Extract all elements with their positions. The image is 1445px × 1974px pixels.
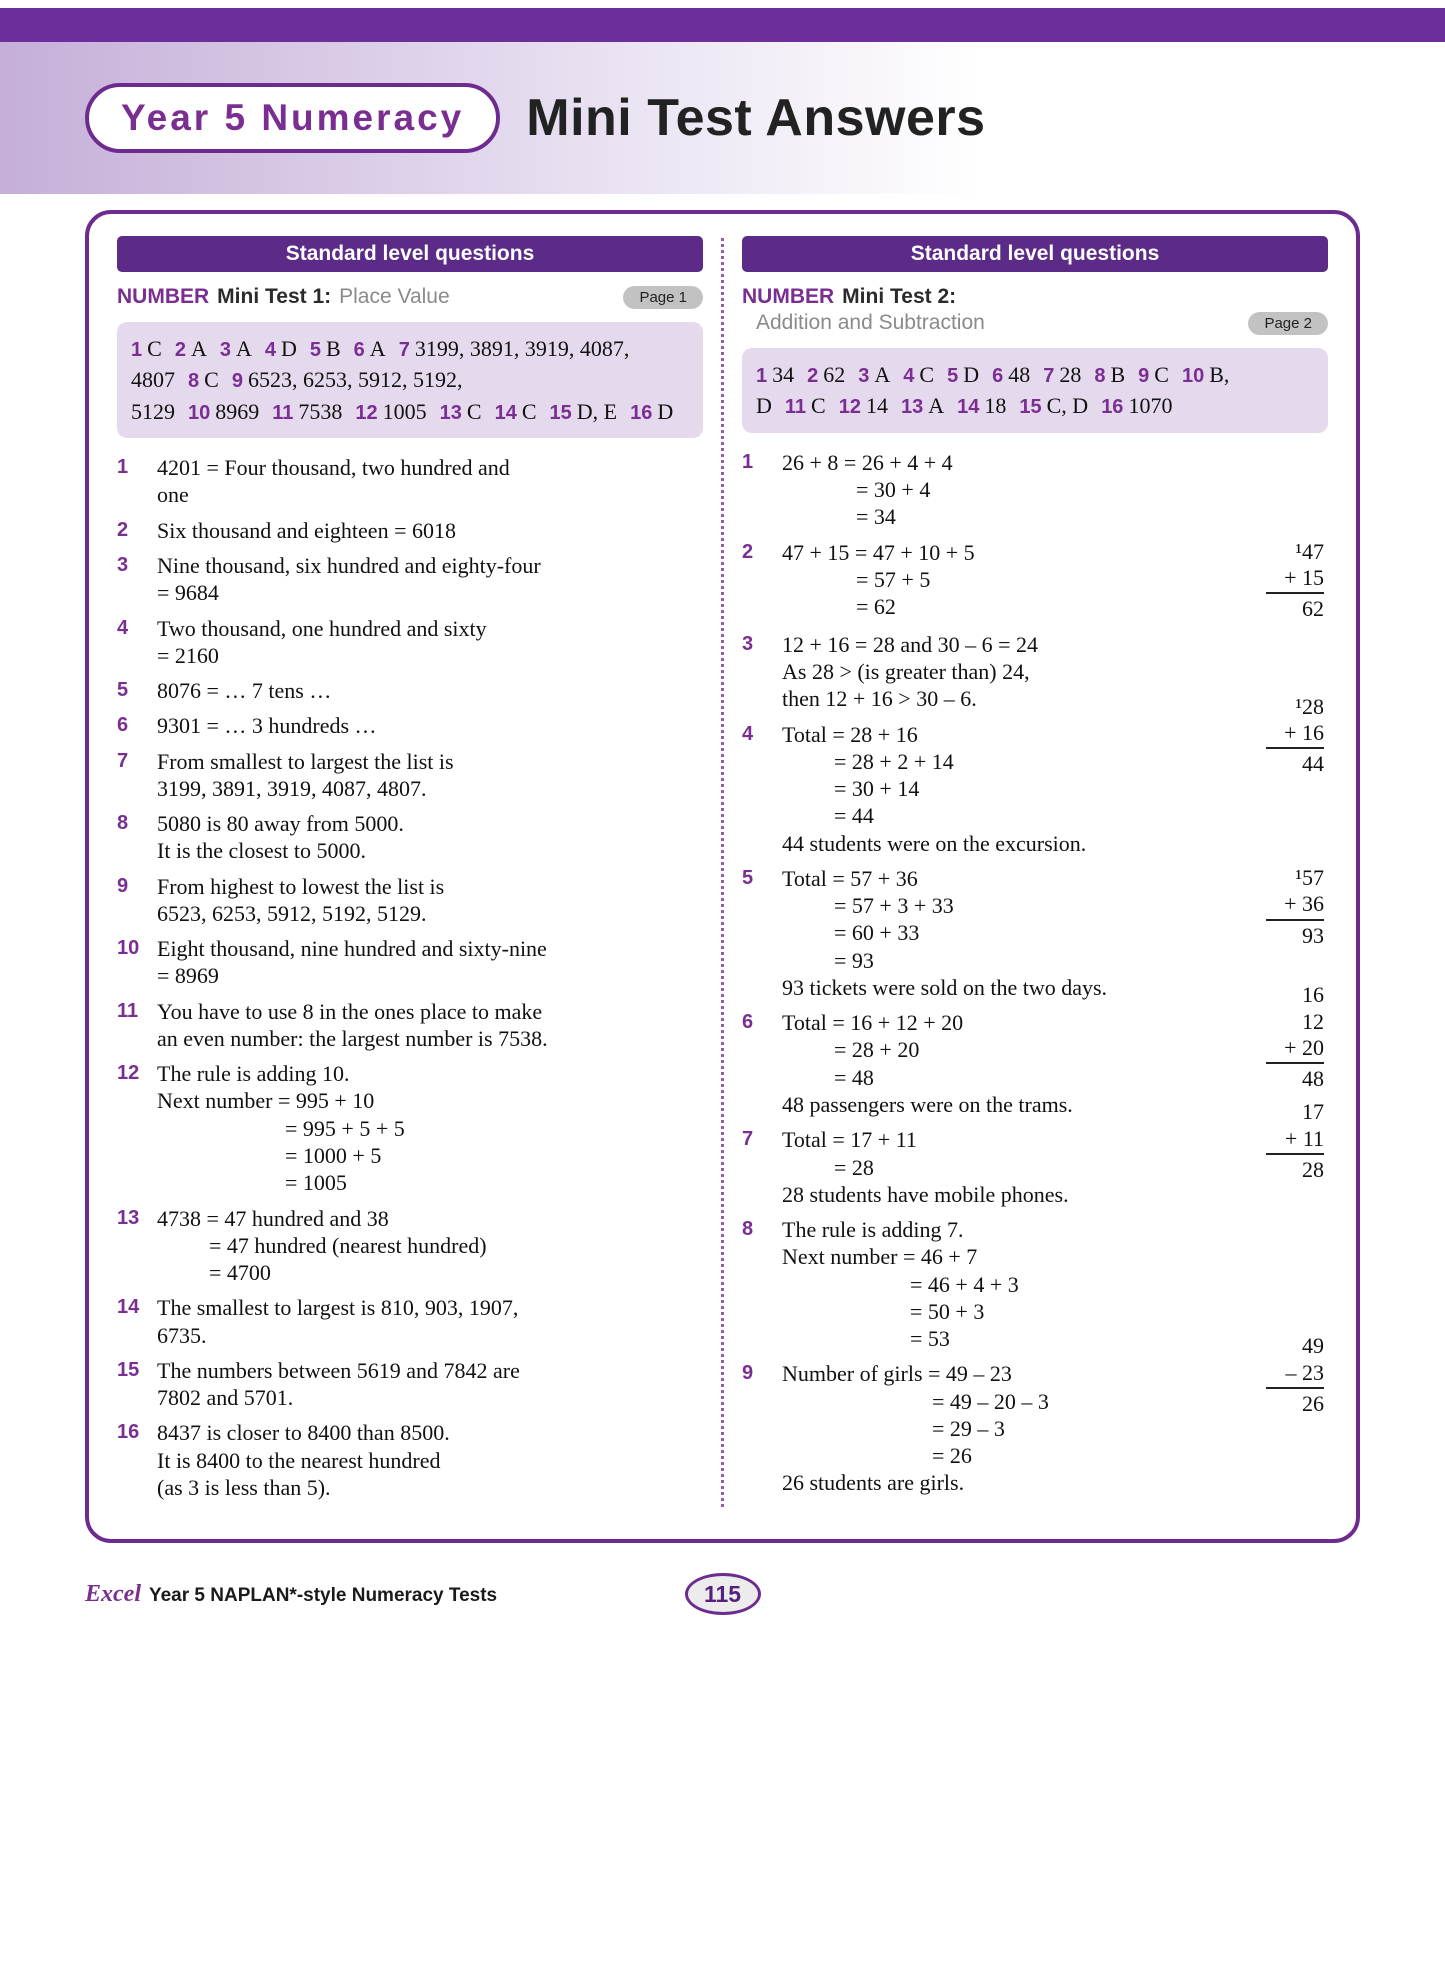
question-number: 9 [742,1362,754,1385]
worked-answers-list [742,449,1328,1497]
answer-line: = 1005 [285,1170,347,1196]
answer-line: one [157,482,189,508]
question-number: 5 [742,866,754,889]
answer-item [117,1419,703,1501]
answer-key-value: A [369,336,386,361]
question-number: 7 [742,1128,754,1151]
answer-line: = 28 + 2 + 14 [834,748,954,774]
top-accent-bar [0,8,1445,42]
answer-key-value: C [919,362,935,387]
answer-line: Number of girls = 49 – 23 [782,1361,1012,1387]
question-number: 15 [117,1358,140,1381]
answer-line: = 60 + 33 [834,920,920,946]
column-calculation [1266,865,1324,949]
calc-result: 93 [1302,922,1324,948]
answer-line: = 50 + 3 [910,1298,985,1324]
test-title-row [117,285,703,309]
answer-item [117,873,703,928]
page-badge: Page 2 [1248,312,1328,335]
answer-line: It is 8400 to the nearest hundred [157,1447,441,1473]
page-number: 115 [685,1573,761,1615]
answer-line: Nine thousand, six hundred and eighty-four [157,552,541,578]
answer-line: = 1000 + 5 [285,1143,382,1169]
answer-line: = 48 [834,1064,874,1090]
answer-key-number: 16 [630,401,653,424]
answer-key-box [117,322,703,438]
answer-key-number: 5 [309,339,321,361]
calc-addend: 49 [1302,1333,1324,1359]
answer-item [742,865,1328,1001]
subject-label: NUMBER [742,285,835,308]
answer-line: = 28 + 20 [834,1037,920,1063]
answer-text [782,865,1328,1001]
answer-line: Total = 16 + 12 + 20 [782,1010,964,1036]
answer-key-number: 16 [1101,396,1124,419]
answer-line: The rule is adding 10. [157,1061,350,1087]
answer-line: It is the closest to 5000. [157,838,366,864]
answer-line: The smallest to largest is 810, 903, 1907, [157,1295,519,1321]
question-number: 2 [742,540,754,563]
calc-result: 62 [1302,596,1324,622]
answer-key-value: 62 [823,362,846,387]
answer-line: Total = 57 + 36 [782,865,918,891]
answer-key-value: A [190,336,207,361]
answer-text [157,712,703,739]
answer-key-number: 1 [131,339,143,361]
answer-line: = 2160 [157,642,219,668]
question-number: 3 [742,632,754,655]
answer-key-number: 10 [1181,365,1205,387]
calc-addend: ¹47 [1295,538,1324,564]
question-number: 13 [117,1206,140,1229]
calc-operation: + 16 [1266,720,1324,749]
answer-line: an even number: the largest number is 7538. [157,1025,548,1051]
answer-item [117,615,703,670]
question-number: 8 [117,812,129,835]
answer-key-value: 8969 [215,398,260,424]
answer-key-number: 2 [807,365,819,387]
answer-key-number: 13 [439,401,462,424]
answer-text [157,1357,703,1412]
answer-item [117,454,703,509]
answer-item [742,1216,1328,1352]
answer-key-value: 14 [865,393,888,419]
question-number: 3 [117,553,129,576]
question-number: 1 [117,456,129,479]
test-title-text [117,285,450,309]
answer-key-number: 11 [784,396,807,419]
question-number: 10 [117,937,140,960]
answer-key-value: 34 [772,362,795,387]
answer-line: 26 students are girls. [782,1470,965,1496]
test-topic: Addition and Subtraction [756,311,985,334]
answer-key-value: B [1110,362,1126,387]
answer-line: = 995 + 5 + 5 [285,1115,405,1141]
answer-line: = 8969 [157,963,219,989]
test-title-text [742,285,964,309]
answer-item [117,1357,703,1412]
answer-line: Total = 17 + 11 [782,1127,917,1153]
question-number: 9 [117,874,129,897]
answer-item [117,1060,703,1196]
answer-line: = 47 hundred (nearest hundred) [209,1232,487,1258]
answer-line: = 57 + 5 [856,566,931,592]
publisher-logo: Excel [85,1581,141,1608]
answer-line: = 34 [856,504,896,530]
answer-key-value: 7538 [298,398,343,424]
question-number: 16 [117,1421,140,1444]
answer-item [117,748,703,803]
footer-series-title: Year 5 NAPLAN*-style Numeracy Tests [148,1585,498,1607]
answer-item [117,935,703,990]
section-header: Standard level questions [742,236,1328,272]
answer-item [742,449,1328,531]
answer-item [117,998,703,1053]
question-number: 4 [742,722,754,745]
answer-line: 44 students were on the excursion. [782,830,1087,856]
answer-text [157,1419,703,1501]
answer-line: 3199, 3891, 3919, 4087, 4807. [157,775,427,801]
answer-line: You have to use 8 in the ones place to make [157,998,543,1024]
calc-result: 26 [1302,1391,1324,1417]
answer-text [157,1294,703,1349]
page-footer [85,1573,1360,1621]
brand-label: Year 5 Numeracy [121,97,465,138]
answer-text [782,539,1328,623]
answer-key-number: 7 [1043,365,1055,387]
brand-pill [85,83,500,153]
calc-addend: 17 [1302,1099,1324,1125]
answer-line: Two thousand, one hundred and sixty [157,615,487,641]
answer-item [117,1205,703,1287]
answer-line: 4738 = 47 hundred and 38 [157,1205,389,1231]
answer-key-box [742,348,1328,433]
calc-addend: 16 [1302,982,1324,1008]
answer-text [157,935,703,990]
page-badge: Page 1 [623,286,703,309]
test-topic-row [742,311,1328,335]
answer-line: 12 + 16 = 28 and 30 – 6 = 24 [782,631,1038,657]
answer-key-number: 9 [231,370,243,393]
answer-line: 26 + 8 = 26 + 4 + 4 [782,449,953,475]
answer-line: Six thousand and eighteen = 6018 [157,517,456,543]
answer-line: = 53 [910,1326,950,1352]
test-name: Mini Test 2: [842,285,957,308]
answer-key-number: 2 [174,339,186,361]
answer-item [742,539,1328,623]
question-number: 12 [117,1062,140,1085]
answer-line: Eight thousand, nine hundred and sixty-nine [157,936,547,962]
question-number: 7 [117,749,129,772]
answer-key-value: C [811,393,826,419]
header-band [0,42,1445,194]
answer-key-value: C [1154,362,1169,387]
answer-text [157,677,703,704]
answer-key-number: 15 [1019,396,1042,419]
answer-item [117,552,703,607]
answer-line: = 62 [856,594,896,620]
answer-line: From smallest to largest the list is [157,748,454,774]
answer-key-number: 12 [355,401,378,424]
column-calculation [1266,1099,1324,1183]
answer-key-value: 6523, 6253, 5912, 5192, 5129 [131,367,463,424]
calc-result: 48 [1302,1066,1324,1092]
answer-key-number: 9 [1138,365,1150,387]
answer-key-number: 12 [838,396,861,419]
answer-key-number: 5 [947,365,959,387]
calc-addend: ¹28 [1295,693,1324,719]
answer-line: = 57 + 3 + 33 [834,893,954,919]
answer-text [157,748,703,803]
test-title-row [742,285,1328,309]
answer-line: Next number = 995 + 10 [157,1088,375,1114]
answer-key-value: D [280,336,297,361]
answer-line: As 28 > (is greater than) 24, [782,659,1030,685]
answer-line: 93 tickets were sold on the two days. [782,974,1108,1000]
answer-line: 4201 = Four thousand, two hundred and [157,455,510,481]
answer-line: = 44 [834,803,874,829]
answer-key-value: D, E [576,398,618,424]
answer-item [117,1294,703,1349]
subject-label: NUMBER [117,285,210,308]
answer-line: The rule is adding 7. [782,1217,964,1243]
answer-text [157,1060,703,1196]
answer-line: 6735. [157,1322,207,1348]
column-calculation [1266,1333,1324,1417]
answer-key-value: C [147,336,162,361]
answer-text [157,810,703,865]
answer-line: then 12 + 16 > 30 – 6. [782,686,977,712]
answer-key-number: 14 [957,396,980,419]
answer-key-value: 3199, 3891, 3919, 4087, 4807 [131,336,630,393]
question-number: 8 [742,1218,754,1241]
answer-text [782,1216,1328,1352]
answer-item [117,677,703,704]
section-header: Standard level questions [117,236,703,272]
question-number: 1 [742,450,754,473]
answer-key-value: 18 [984,393,1007,419]
question-number: 5 [117,679,129,702]
answer-key-value: D [963,362,980,387]
answer-key-number: 10 [188,401,211,424]
answer-key-value: 1005 [382,398,427,424]
footer-text [85,1581,497,1608]
answer-key-number: 3 [858,365,870,387]
answer-key-value: 28 [1059,362,1082,387]
column-calculation [1266,539,1324,623]
answer-line: = 26 [932,1443,972,1469]
answer-key-value: A [874,362,891,387]
column-calculation [1266,694,1324,778]
worked-answers-list [117,454,703,1501]
calc-addend: 12 [1302,1008,1324,1034]
calc-operation: – 23 [1266,1360,1324,1389]
answer-line: = 49 – 20 – 3 [932,1388,1049,1414]
column-mini-test-1 [99,236,721,1509]
answer-line: 9301 = … 3 hundreds … [157,713,377,739]
answer-key-number: 11 [272,401,294,424]
answer-key-value: C [204,367,219,393]
answer-key-number: 3 [219,339,231,361]
answer-key-value: A [928,393,945,419]
answer-line: 28 students have mobile phones. [782,1181,1069,1207]
answer-line: = 4700 [209,1260,271,1286]
answer-key-value: C [466,398,482,424]
answer-text [157,873,703,928]
answer-item [742,631,1328,713]
question-number: 4 [117,616,129,639]
test-name: Mini Test 1: [217,285,332,308]
answer-key-value: 48 [1008,362,1031,387]
answers-panel [85,210,1360,1543]
answer-text [157,998,703,1053]
answer-line: = 9684 [157,580,219,606]
answer-line: = 28 [834,1154,874,1180]
answer-line: = 29 – 3 [932,1415,1005,1441]
answer-line: 8437 is closer to 8400 than 8500. [157,1420,450,1446]
question-number: 6 [742,1011,754,1034]
answer-key-number: 4 [903,365,915,387]
answer-key-number: 8 [1094,365,1106,387]
answer-line: = 30 + 14 [834,776,920,802]
answer-line: 8076 = … 7 tens … [157,678,332,704]
answer-line: = 46 + 4 + 3 [910,1271,1019,1297]
answer-key-number: 4 [264,339,276,361]
test-topic: Place Value [339,285,450,308]
answer-item [117,712,703,739]
answer-item [117,517,703,544]
answer-key-value: B [325,336,341,361]
answer-key-number: 8 [188,370,200,393]
answer-key-number: 7 [398,339,410,361]
page-title: Mini Test Answers [526,89,986,147]
question-number: 11 [117,999,139,1022]
answer-key-value: D [657,398,674,424]
answer-line: 47 + 15 = 47 + 10 + 5 [782,539,975,565]
calc-operation: + 15 [1266,565,1324,594]
answer-line: 48 passengers were on the trams. [782,1092,1073,1117]
answer-line: The numbers between 5619 and 7842 are [157,1357,520,1383]
column-calculation [1266,982,1324,1093]
answer-line: 5080 is 80 away from 5000. [157,811,404,837]
answer-key-number: 6 [353,339,365,361]
answer-key-value: 1070 [1128,393,1173,419]
answer-key-number: 1 [756,365,768,387]
answer-text [157,1205,703,1287]
calc-operation: + 36 [1266,891,1324,920]
answer-key-number: 15 [549,401,572,424]
question-number: 2 [117,518,129,541]
answer-item [117,810,703,865]
answer-line: From highest to lowest the list is [157,873,445,899]
answer-line: Next number = 46 + 7 [782,1244,978,1270]
answer-key-number: 6 [992,365,1004,387]
calc-result: 44 [1302,751,1324,777]
calc-result: 28 [1302,1157,1324,1183]
question-number: 6 [117,714,129,737]
answer-text [157,615,703,670]
answer-line: 7802 and 5701. [157,1385,294,1411]
answer-key-value: C [521,398,537,424]
answer-line: Total = 28 + 16 [782,721,918,747]
answer-line: 6523, 6253, 5912, 5192, 5129. [157,900,427,926]
answer-text [782,631,1328,713]
answer-text [157,517,703,544]
answer-key-number: 13 [900,396,924,419]
column-mini-test-2 [724,236,1346,1509]
answer-text [157,552,703,607]
answer-key-number: 14 [494,401,517,424]
answer-key-value: C, D [1046,393,1089,419]
answer-text [782,449,1328,531]
calc-addend: ¹57 [1295,864,1324,890]
calc-operation: + 20 [1266,1035,1324,1064]
answer-line: (as 3 is less than 5). [157,1474,331,1500]
calc-operation: + 11 [1266,1126,1324,1155]
answer-text [157,454,703,509]
answer-line: = 93 [834,947,874,973]
answer-line: = 30 + 4 [856,477,931,503]
answer-key-value: B, D [756,362,1230,419]
answer-key-value: A [235,336,252,361]
question-number: 14 [117,1296,140,1319]
